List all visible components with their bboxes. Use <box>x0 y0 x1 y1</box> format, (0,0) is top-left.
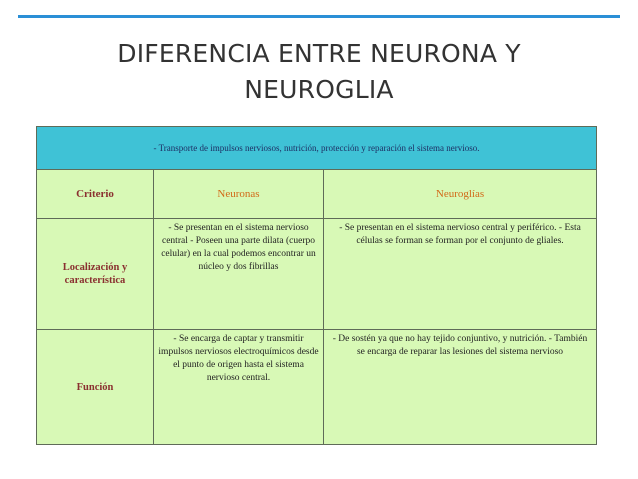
cell-neuronas-localizacion: - Se presentan en el sistema nervioso central - Poseen una parte dilata (cuerpo celular) en la cual podemos encontrar un núcleo y dos fibrillas <box>154 219 324 330</box>
slide-title-line-1: DIFERENCIA ENTRE NEURONA Y <box>117 39 521 68</box>
slide-title <box>0 36 638 108</box>
comparison-table <box>36 126 597 445</box>
table-banner-row <box>37 127 597 170</box>
cell-neuronas-funcion: - Se encarga de captar y transmitir impulsos nerviosos electroquímicos desde el punto de origen hasta el sistema nervioso central. <box>154 330 324 445</box>
cell-neuroglias-localizacion: - Se presentan en el sistema nervioso central y periférico. - Esta células se forman se forman por el conjunto de gliales. <box>324 219 597 330</box>
table-header-row <box>37 170 597 219</box>
top-divider-line <box>18 15 620 18</box>
header-neuroglias: Neuroglías <box>324 170 597 219</box>
table-row <box>37 219 597 330</box>
comparison-table-container <box>36 126 596 442</box>
header-neuronas: Neuronas <box>154 170 324 219</box>
table-row <box>37 330 597 445</box>
slide-title-line-2: NEUROGLIA <box>244 75 394 104</box>
row-label-localizacion: Localización y característica <box>37 219 154 330</box>
table-banner-cell: - Transporte de impulsos nerviosos, nutrición, protección y reparación el sistema nervioso. <box>37 127 597 170</box>
cell-neuroglias-funcion: - De sostén ya que no hay tejido conjuntivo, y nutrición. - También se encarga de reparar las lesiones del sistema nervioso <box>324 330 597 445</box>
header-criterio: Criterio <box>37 170 154 219</box>
row-label-funcion: Función <box>37 330 154 445</box>
